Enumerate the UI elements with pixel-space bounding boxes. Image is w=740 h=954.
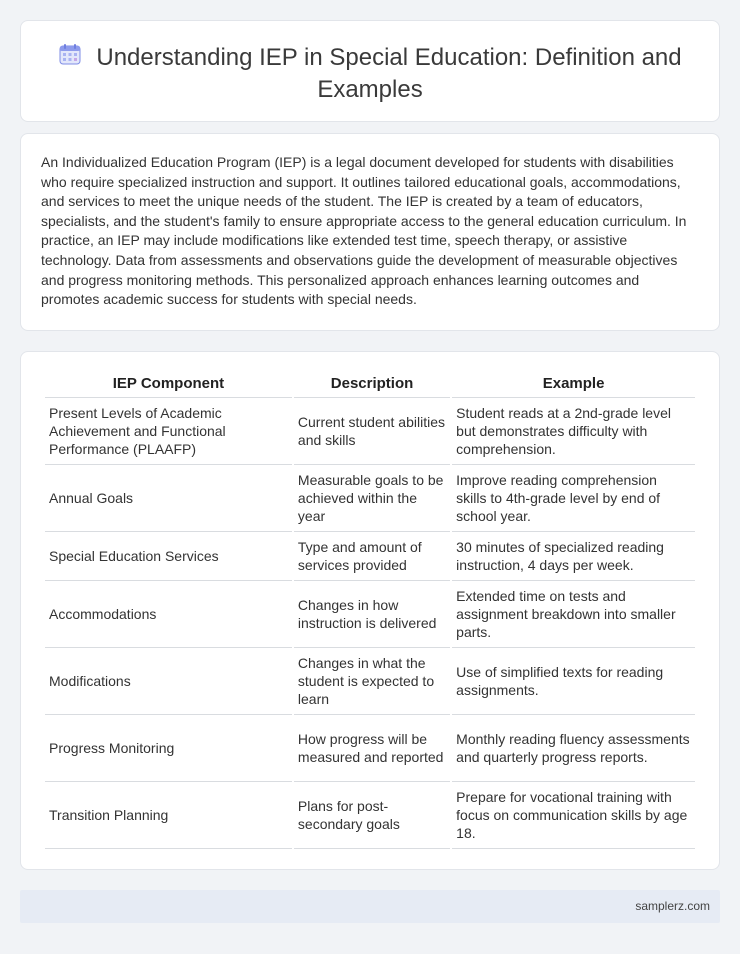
- table-row: [45, 648, 695, 715]
- intro-card: [20, 133, 720, 331]
- cell-example: Monthly reading fluency assessments and quarterly progress reports.: [452, 715, 695, 782]
- footer-bar: [20, 890, 720, 923]
- cell-example: Improve reading comprehension skills to 4th-grade level by end of school year.: [452, 465, 695, 532]
- table-header-row: [45, 371, 695, 398]
- iep-table: [43, 371, 697, 849]
- cell-description: Changes in how instruction is delivered: [294, 581, 450, 648]
- intro-paragraph: An Individualized Education Program (IEP) is a legal document developed for students with disabilities who require specialized instruction and support. It outlines tailored educational goals, accommodations, and services to meet the unique needs of the student. The IEP is created by a team of educators, specialists, and the student's family to ensure appropriate access to the general education curriculum. In practice, an IEP may include modifications like extended test time, speech therapy, or assistive technology. Data from assessments and observations guide the development of measurable objectives and progress monitoring methods. This personalized approach enhances learning outcomes and promotes academic success for students with special needs.: [41, 154, 687, 308]
- cell-component: Progress Monitoring: [45, 715, 292, 782]
- cell-example: Extended time on tests and assignment breakdown into smaller parts.: [452, 581, 695, 648]
- header-description: Description: [294, 371, 450, 398]
- table-row: [45, 581, 695, 648]
- table-row: [45, 465, 695, 532]
- footer-site-link[interactable]: samplerz.com: [635, 899, 710, 913]
- cell-component: Special Education Services: [45, 532, 292, 581]
- table-row: [45, 715, 695, 782]
- cell-description: Current student abilities and skills: [294, 398, 450, 465]
- page-title: Understanding IEP in Special Education: Definition and Examples: [96, 44, 682, 104]
- cell-component: Present Levels of Academic Achievement and Functional Performance (PLAAFP): [45, 398, 292, 465]
- table-row: [45, 782, 695, 849]
- title-card: [20, 20, 720, 122]
- cell-component: Annual Goals: [45, 465, 292, 532]
- cell-example: 30 minutes of specialized reading instruction, 4 days per week.: [452, 532, 695, 581]
- cell-example: Prepare for vocational training with focus on communication skills by age 18.: [452, 782, 695, 849]
- calendar-icon: [58, 42, 82, 71]
- header-component: IEP Component: [45, 371, 292, 398]
- cell-description: Type and amount of services provided: [294, 532, 450, 581]
- cell-component: Modifications: [45, 648, 292, 715]
- cell-example: Student reads at a 2nd-grade level but demonstrates difficulty with comprehension.: [452, 398, 695, 465]
- table-card: [20, 351, 720, 870]
- table-row: [45, 532, 695, 581]
- header-example: Example: [452, 371, 695, 398]
- table-row: [45, 398, 695, 465]
- cell-description: Changes in what the student is expected to learn: [294, 648, 450, 715]
- cell-component: Transition Planning: [45, 782, 292, 849]
- cell-description: Measurable goals to be achieved within the year: [294, 465, 450, 532]
- cell-component: Accommodations: [45, 581, 292, 648]
- cell-description: How progress will be measured and reported: [294, 715, 450, 782]
- title-wrap: [21, 21, 719, 104]
- cell-description: Plans for post-secondary goals: [294, 782, 450, 849]
- cell-example: Use of simplified texts for reading assignments.: [452, 648, 695, 715]
